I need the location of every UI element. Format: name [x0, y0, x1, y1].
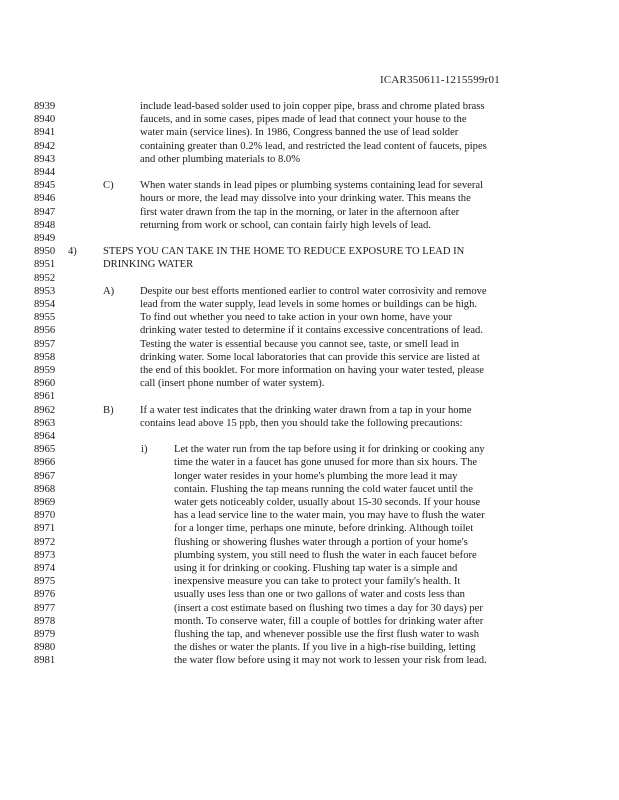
line-text: hours or more, the lead may dissolve into your drinking water. This means the — [140, 193, 471, 205]
line-number: 8940 — [34, 114, 56, 126]
line-text: If a water test indicates that the drinking water drawn from a tap in your home — [140, 404, 472, 416]
line-number: 8965 — [34, 444, 56, 456]
line-number: 8975 — [34, 576, 56, 588]
section-label: i) — [141, 444, 148, 456]
line-text: and other plumbing materials to 8.0% — [140, 153, 301, 165]
line-text: containing greater than 0.2% lead, and restricted the lead content of faucets, pipes — [140, 140, 487, 152]
line-number: 8972 — [34, 536, 56, 548]
line-number: 8951 — [34, 259, 56, 271]
line-text: When water stands in lead pipes or plumbing systems containing lead for several — [140, 180, 484, 192]
line-text: flushing or showering flushes water through a portion of your home's — [174, 536, 468, 548]
line-number: 8941 — [34, 127, 56, 139]
line-number: 8974 — [34, 563, 56, 574]
line-text: STEPS YOU CAN TAKE IN THE HOME TO REDUCE EXPOSURE TO LEAD IN — [103, 246, 465, 258]
line-number: 8966 — [34, 457, 56, 469]
line-text: Despite our best efforts mentioned earlier to control water corrosivity and remove — [140, 285, 487, 297]
line-number: 8977 — [34, 602, 56, 614]
line-number: 8942 — [34, 140, 56, 152]
line-text: usually uses less than one or two gallons of water and costs less than — [174, 589, 465, 601]
section-label: 4) — [68, 246, 77, 258]
line-number: 8979 — [34, 629, 56, 640]
line-number: 8969 — [34, 497, 56, 508]
line-number: 8947 — [34, 206, 56, 218]
line-number: 8964 — [34, 431, 56, 442]
line-text: water main (service lines). In 1986, Congress banned the use of lead solder — [140, 127, 459, 139]
line-text: call (insert phone number of water system). — [140, 378, 325, 390]
line-text: for a longer time, perhaps one minute, before drinking. Although toilet — [174, 523, 474, 535]
section-label: A) — [103, 285, 115, 297]
line-number: 8962 — [34, 404, 56, 416]
line-text: longer water resides in your home's plumbing the more lead it may — [174, 470, 458, 482]
line-text: first water drawn from the tap in the morning, or later in the afternoon after — [140, 206, 460, 218]
line-number: 8949 — [34, 233, 56, 244]
line-number: 8963 — [34, 417, 56, 429]
line-number: 8971 — [34, 523, 56, 535]
line-number: 8954 — [34, 299, 56, 310]
line-number: 8946 — [34, 193, 56, 205]
line-number: 8956 — [34, 325, 56, 337]
line-number: 8944 — [34, 167, 56, 178]
line-text: drinking water. Some local laboratories that can provide this service are listed at — [140, 351, 480, 363]
line-text: DRINKING WATER — [103, 259, 194, 271]
line-text: contain. Flushing the tap means running the cold water faucet until the — [174, 483, 473, 495]
line-number: 8943 — [34, 153, 56, 165]
line-number: 8950 — [34, 246, 56, 258]
line-text: has a lead service line to the water main, you may have to flush the water — [174, 510, 485, 522]
line-text: contains lead above 15 ppb, then you should take the following precautions: — [140, 417, 463, 429]
document-id-header: ICAR350611-1215599r01 — [380, 74, 500, 86]
line-text: To find out whether you need to take action in your own home, have your — [140, 312, 452, 324]
line-number: 8952 — [34, 272, 56, 284]
line-text: month. To conserve water, fill a couple of bottles for drinking water after — [174, 615, 484, 627]
line-text: Let the water run from the tap before using it for drinking or cooking any — [174, 444, 485, 456]
line-number: 8957 — [34, 338, 56, 350]
line-number: 8955 — [34, 312, 56, 324]
line-text: returning from work or school, can contain fairly high levels of lead. — [140, 219, 431, 231]
line-text: water gets noticeably colder, usually about 15-30 seconds. If your house — [174, 497, 481, 508]
line-text: using it for drinking or cooking. Flushing tap water is a simple and — [174, 563, 458, 574]
line-number: 8970 — [34, 510, 56, 522]
line-text: the dishes or water the plants. If you live in a high-rise building, letting — [174, 642, 476, 654]
line-number: 8959 — [34, 365, 56, 376]
section-label: B) — [103, 404, 114, 416]
line-number: 8976 — [34, 589, 56, 601]
line-number: 8981 — [34, 655, 56, 667]
line-number: 8939 — [34, 101, 56, 112]
line-number: 8960 — [34, 378, 56, 390]
line-number: 8967 — [34, 470, 56, 482]
line-number: 8980 — [34, 642, 56, 654]
line-text: flushing the tap, and whenever possible use the first flush water to wash — [174, 629, 480, 640]
line-text: include lead-based solder used to join copper pipe, brass and chrome plated brass — [140, 101, 485, 112]
line-text: plumbing system, you still need to flush the water in each faucet before — [174, 549, 477, 561]
line-number: 8953 — [34, 285, 56, 297]
line-number: 8968 — [34, 483, 56, 495]
line-number: 8945 — [34, 180, 56, 192]
line-text: (insert a cost estimate based on flushing two times a day for 30 days) per — [174, 602, 483, 614]
line-text: lead from the water supply, lead levels in some homes or buildings can be high. — [140, 299, 478, 310]
line-text: time the water in a faucet has gone unused for more than six hours. The — [174, 457, 478, 469]
line-text: the water flow before using it may not work to lessen your risk from lead. — [174, 655, 487, 667]
line-number: 8961 — [34, 391, 56, 403]
line-text: inexpensive measure you can take to protect your family's health. It — [174, 576, 461, 588]
line-text: Testing the water is essential because you cannot see, taste, or smell lead in — [140, 338, 460, 350]
line-text: faucets, and in some cases, pipes made of lead that connect your house to the — [140, 114, 467, 126]
line-number: 8978 — [34, 615, 56, 627]
line-number: 8958 — [34, 351, 56, 363]
line-text: drinking water tested to determine if it contains excessive concentrations of lead. — [140, 325, 484, 337]
line-number: 8948 — [34, 219, 56, 231]
line-text: the end of this booklet. For more information on having your water tested, please — [140, 365, 484, 376]
line-number: 8973 — [34, 549, 56, 561]
section-label: C) — [103, 180, 114, 192]
